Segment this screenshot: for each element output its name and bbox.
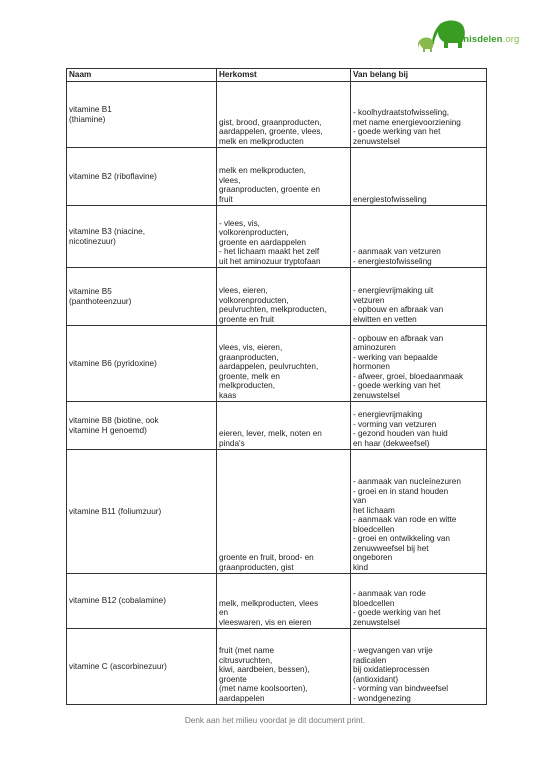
cell-line: pinda's	[219, 438, 245, 448]
cell-line: - aanmaak van vetzuren	[353, 247, 441, 256]
cell-naam	[67, 629, 217, 705]
cell-line: zenuwstelsel	[353, 136, 400, 146]
cell-line: groente en fruit, brood- en	[219, 553, 314, 562]
vitamins-table	[66, 68, 487, 705]
cell-line: groente en fruit	[219, 314, 275, 324]
table-row	[67, 268, 487, 326]
cell-line: - energievrijmaking	[353, 410, 423, 419]
table-row	[67, 82, 487, 148]
cell-line: graanproducten, gist	[219, 562, 294, 572]
cell-naam	[67, 82, 217, 148]
cell-line: (met name koolsoorten),	[219, 684, 308, 693]
cell-line: fruit (met name	[219, 646, 275, 655]
cell-line: vlees, eieren,	[219, 286, 268, 295]
table-row	[67, 148, 487, 206]
cell-herkomst	[217, 402, 351, 450]
cell-herkomst	[217, 82, 351, 148]
cell-line: zenuwstelsel	[353, 617, 400, 627]
header-herkomst: Herkomst	[217, 69, 351, 82]
cell-line: - afweer, groei, bloedaanmaak	[353, 371, 464, 381]
cell-line: groente en aardappelen	[219, 237, 306, 247]
cell-line: vitamine B2 (riboflavine)	[69, 171, 157, 181]
cell-line: vitamine B1	[69, 105, 112, 114]
cell-naam	[67, 206, 217, 268]
cell-line: - goede werking van het	[353, 381, 441, 390]
cell-line: - vlees, vis,	[219, 218, 260, 228]
cell-line: - opbouw en afbraak van	[353, 305, 444, 314]
cell-line: energiestofwisseling	[353, 194, 427, 204]
cell-line: vlees, vis, eieren,	[219, 343, 283, 352]
cell-naam	[67, 450, 217, 574]
cell-herkomst	[217, 574, 351, 629]
cell-line: - gezond houden van huid	[353, 429, 448, 438]
cell-herkomst	[217, 148, 351, 206]
cell-line: (panthoteenzuur)	[69, 296, 132, 306]
cell-line: melkproducten,	[219, 381, 275, 390]
cell-van-belang-bij	[351, 82, 487, 148]
cell-van-belang-bij	[351, 402, 487, 450]
cell-line: - aanmaak van rode en witte	[353, 515, 457, 524]
cell-line: vitamine B3 (niacine,	[69, 227, 145, 236]
cell-line: eiwitten en vetten	[353, 314, 417, 324]
cell-line: vetzuren	[353, 295, 385, 305]
cell-line: aardappelen	[219, 693, 265, 703]
cell-line: - wondgenezing	[353, 693, 411, 703]
cell-line: volkorenproducten,	[219, 228, 289, 237]
cell-line: citrusvruchten,	[219, 655, 273, 665]
table-row	[67, 574, 487, 629]
cell-line: vitamine B12 (cobalamine)	[69, 596, 166, 606]
cell-line: - energiestofwisseling	[353, 256, 432, 266]
cell-line: - vorming van bindweefsel	[353, 684, 449, 693]
cell-line: vitamine B5	[69, 287, 112, 296]
cell-line: vlees,	[219, 175, 241, 185]
cell-line: nicotinezuur)	[69, 236, 116, 246]
cell-van-belang-bij	[351, 450, 487, 574]
cell-naam	[67, 148, 217, 206]
cell-line: - groei en in stand houden	[353, 486, 449, 496]
cell-line: melk en melkproducten	[219, 136, 304, 146]
cell-line: bloedcellen	[353, 598, 395, 608]
cell-line: (thiamine)	[69, 114, 106, 124]
cell-line: - aanmaak van rode	[353, 589, 426, 598]
header-naam: Naam	[67, 69, 217, 82]
cell-line: volkorenproducten,	[219, 295, 289, 305]
cell-van-belang-bij	[351, 574, 487, 629]
table-row	[67, 450, 487, 574]
cell-line: bloedcellen	[353, 524, 395, 534]
cell-line: vitamine H genoemd)	[69, 425, 147, 435]
cell-line: gist, brood, graanproducten,	[219, 117, 322, 127]
cell-line: vleeswaren, vis en eieren	[219, 617, 312, 627]
cell-line: - energievrijmaking uit	[353, 286, 434, 295]
table-row	[67, 326, 487, 402]
cell-van-belang-bij	[351, 148, 487, 206]
cell-line: fruit	[219, 194, 233, 204]
cell-line: vitamine C (ascorbinezuur)	[69, 661, 167, 671]
cell-line: het lichaam	[353, 505, 395, 515]
cell-line: - wegvangen van vrije	[353, 646, 433, 655]
cell-line: met name energievoorziening	[353, 117, 461, 127]
cell-naam	[67, 268, 217, 326]
cell-naam	[67, 574, 217, 629]
cell-line: melk en melkproducten,	[219, 166, 306, 175]
header-van-belang-bij: Van belang bij	[351, 69, 487, 82]
cell-herkomst	[217, 629, 351, 705]
table-row	[67, 206, 487, 268]
cell-line: eieren, lever, melk, noten en	[219, 429, 322, 438]
cell-line: graanproducten, groente en	[219, 185, 321, 194]
cell-line: melk, melkproducten, vlees	[219, 598, 319, 608]
cell-line: aminozuren	[353, 343, 396, 352]
cell-line: van	[353, 496, 367, 505]
cell-herkomst	[217, 326, 351, 402]
cell-herkomst	[217, 450, 351, 574]
cell-line: bij oxidatieprocessen	[353, 665, 430, 674]
cell-line: - groei en ontwikkeling van	[353, 534, 450, 543]
cell-herkomst	[217, 206, 351, 268]
table-header-row	[67, 69, 487, 82]
cell-line: ongeboren	[353, 553, 393, 562]
cell-line: - het lichaam maakt het zelf	[219, 247, 320, 256]
logo-name: Kennisdelen	[445, 34, 503, 45]
cell-line: - werking van bepaalde	[353, 352, 438, 362]
cell-van-belang-bij	[351, 268, 487, 326]
cell-line: uit het aminozuur tryptofaan	[219, 256, 321, 266]
table-row	[67, 629, 487, 705]
cell-line: - goede werking van het	[353, 127, 441, 136]
cell-line: kaas	[219, 390, 237, 400]
cell-line: en	[219, 608, 229, 617]
cell-line: - goede werking van het	[353, 608, 441, 617]
cell-line: (antioxidant)	[353, 674, 399, 684]
cell-van-belang-bij	[351, 326, 487, 402]
cell-line: - koolhydraatstofwisseling,	[353, 108, 450, 117]
cell-line: vitamine B8 (biotine, ook	[69, 416, 159, 425]
cell-line: kind	[353, 562, 369, 572]
cell-van-belang-bij	[351, 629, 487, 705]
cell-herkomst	[217, 268, 351, 326]
logo-text	[445, 34, 519, 45]
cell-line: peulvruchten, melkproducten,	[219, 305, 327, 314]
cell-line: - aanmaak van nucleïnezuren	[353, 477, 461, 486]
cell-line: vitamine B6 (pyridoxine)	[69, 358, 157, 368]
cell-line: aardappelen, peulvruchten,	[219, 362, 319, 371]
cell-line: aardappelen, groente, vlees,	[219, 127, 323, 136]
cell-van-belang-bij	[351, 206, 487, 268]
cell-line: - opbouw en afbraak van	[353, 333, 444, 343]
cell-line: vitamine B11 (foliumzuur)	[69, 506, 162, 516]
cell-line: zenuwweefsel bij het	[353, 543, 429, 553]
cell-line: groente	[219, 674, 247, 684]
cell-line: zenuwstelsel	[353, 390, 400, 400]
cell-line: hormonen	[353, 362, 390, 371]
footer-note: Denk aan het milieu voordat je dit document print.	[184, 716, 366, 725]
cell-line: graanproducten,	[219, 352, 279, 362]
cell-line: - vorming van vetzuren	[353, 419, 437, 429]
table-row	[67, 402, 487, 450]
cell-naam	[67, 402, 217, 450]
cell-line: kiwi, aardbeien, bessen),	[219, 665, 310, 674]
logo-tld: .org	[502, 34, 520, 45]
cell-line: radicalen	[353, 655, 387, 665]
cell-naam	[67, 326, 217, 402]
cell-line: en haar (dekweefsel)	[353, 438, 430, 448]
cell-line: groente, melk en	[219, 371, 280, 381]
